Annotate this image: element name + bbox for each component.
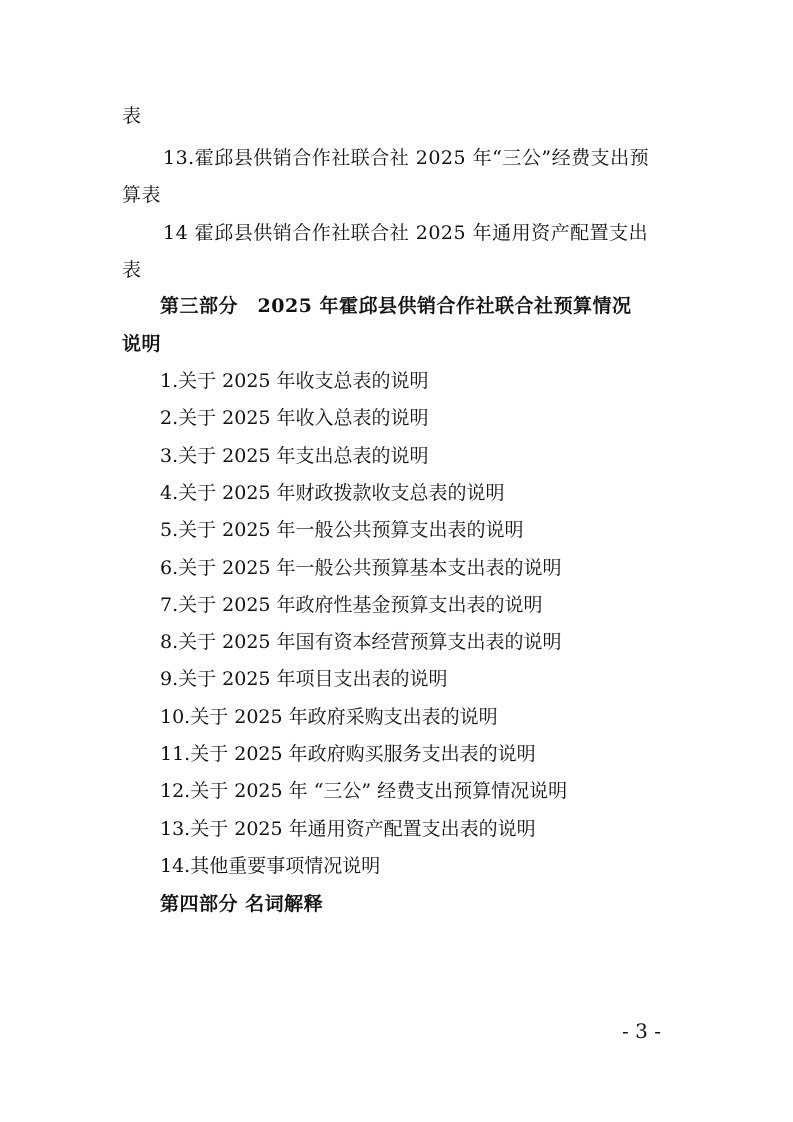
part3-item-8: 8.关于 2025 年国有资本经营预算支出表的说明 [160,631,562,653]
part3-item-9: 9.关于 2025 年项目支出表的说明 [160,668,448,690]
part3-item-7: 7.关于 2025 年政府性基金预算支出表的说明 [160,594,543,616]
part3-item-10: 10.关于 2025 年政府采购支出表的说明 [160,706,498,728]
toc-item-13-line-2: 算表 [122,184,162,206]
toc-item-14-line-1: 14 霍邱县供销合作社联合社 2025 年通用资产配置支出 [163,222,649,244]
part4-heading: 第四部分 名词解释 [160,893,324,915]
part3-item-6: 6.关于 2025 年一般公共预算基本支出表的说明 [160,557,562,579]
toc-item-13-line-1: 13.霍邱县供销合作社联合社 2025 年“三公”经费支出预 [163,147,650,169]
part3-item-13: 13.关于 2025 年通用资产配置支出表的说明 [160,818,536,840]
part3-heading-line-1: 第三部分 2025 年霍邱县供销合作社联合社预算情况 [160,295,632,317]
part3-item-12: 12.关于 2025 年 “三公” 经费支出预算情况说明 [160,780,568,802]
part3-item-3: 3.关于 2025 年支出总表的说明 [160,445,429,467]
part3-item-1: 1.关于 2025 年收支总表的说明 [160,370,429,392]
continuation-line: 表 [122,105,142,127]
part3-item-11: 11.关于 2025 年政府购买服务支出表的说明 [160,743,536,765]
part3-item-2: 2.关于 2025 年收入总表的说明 [160,407,429,429]
part3-heading-line-2: 说明 [122,333,162,355]
page-number: - 3 - [622,1019,661,1043]
part3-item-14: 14.其他重要事项情况说明 [160,855,381,877]
part3-item-5: 5.关于 2025 年一般公共预算支出表的说明 [160,519,524,541]
part3-item-4: 4.关于 2025 年财政拨款收支总表的说明 [160,482,505,504]
toc-item-14-line-2: 表 [122,259,142,281]
